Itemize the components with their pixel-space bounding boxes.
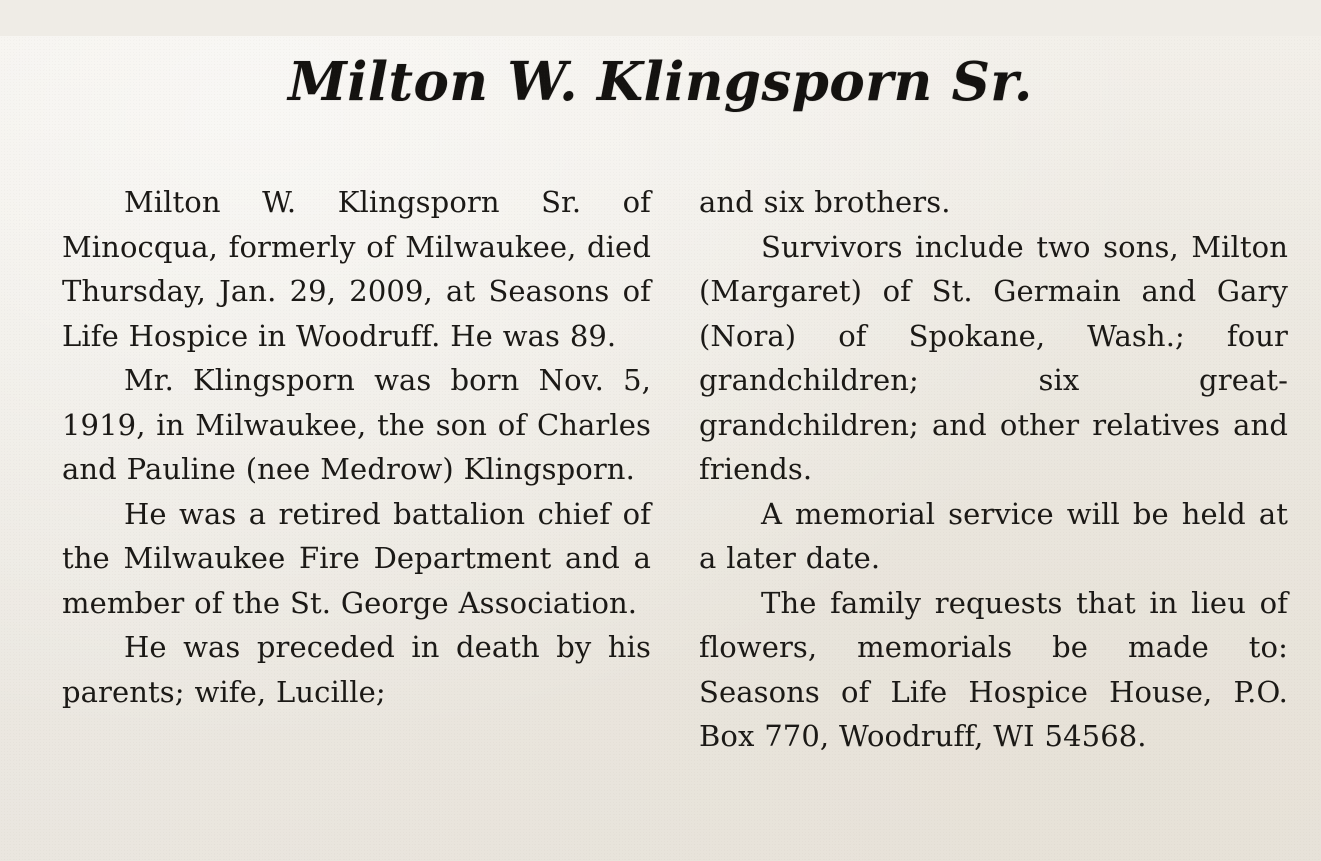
paragraph: Milton W. Klingsporn Sr. of Minocqua, formerly of Milwaukee, died Thursday, Jan. 29, 2009, at Seasons of Life Hospice in Woodruff. He was 89. bbox=[62, 185, 651, 353]
newspaper-clipping bbox=[0, 36, 1321, 861]
right-column bbox=[699, 180, 1288, 759]
left-column bbox=[62, 180, 651, 759]
paragraph: Mr. Klingsporn was born Nov. 5, 1919, in Milwaukee, the son of Charles and Pauline (nee Medrow) Klingsporn. bbox=[62, 363, 651, 486]
paragraph: A memorial service will be held at a later date. bbox=[699, 496, 1288, 575]
article-columns bbox=[0, 144, 1321, 759]
paragraph: He was a retired battalion chief of the Milwaukee Fire Department and a member of the St. George Association. bbox=[62, 496, 651, 620]
paragraph-continuation: and six brothers. bbox=[699, 185, 951, 219]
paragraph: He was preceded in death by his parents; wife, Lucille; bbox=[62, 630, 651, 709]
obituary-headline: Milton W. Klingsporn Sr. bbox=[288, 50, 1033, 113]
paragraph: The family requests that in lieu of flowers, memorials be made to: Seasons of Life Hospice House, P.O. Box 770, Woodruff, WI 54568. bbox=[699, 585, 1288, 753]
paragraph: Survivors include two sons, Milton (Margaret) of St. Germain and Gary (Nora) of Spokane, Wash.; four grandchildren; six great-grandchildren; and other relatives and friends. bbox=[699, 229, 1288, 486]
